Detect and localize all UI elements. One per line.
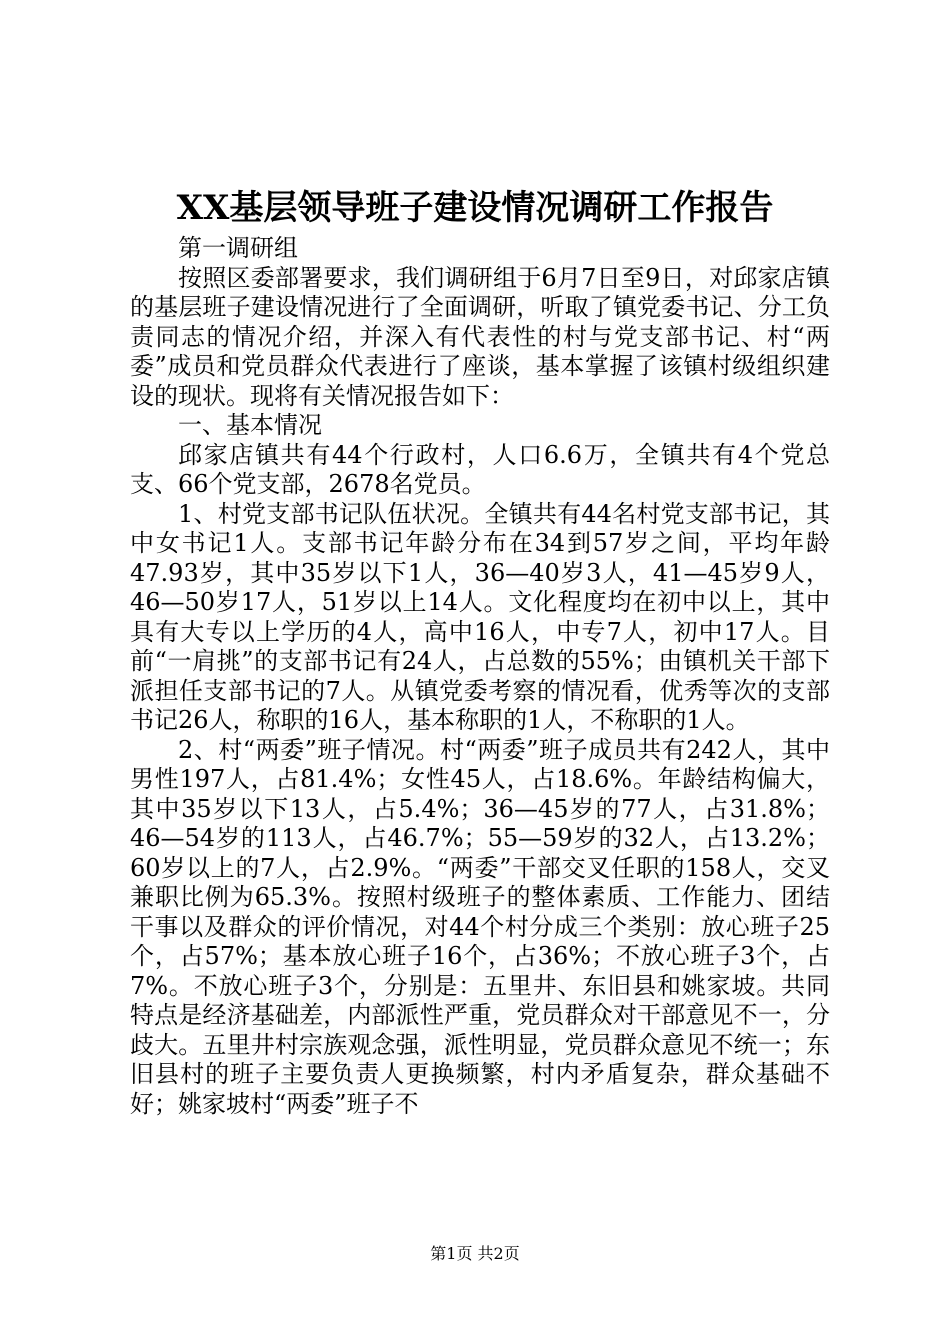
section-heading: 一、基本情况 xyxy=(178,411,322,439)
document-title: XX基层领导班子建设情况调研工作报告 xyxy=(176,188,774,228)
intro-paragraph: 按照区委部署要求，我们调研组于6月7日至9日，对邱家店镇的基层班子建设情况进行了全面调研，听取了镇党委书记、分工负责同志的情况介绍，并深入有代表性的村与党支部书记、村“两委”成员和党员群众代表进行了座谈，基本掌握了该镇村级组织建设的现状。现将有关情况报告如下： xyxy=(130,263,830,410)
overview-paragraph: 邱家店镇共有44个行政村，人口6.6万，全镇共有4个党总支、66个党支部，2678名党员。 xyxy=(130,440,830,498)
page-number: 第1页 共2页 xyxy=(430,1244,520,1263)
document-body xyxy=(130,234,830,1119)
two-committees-paragraph: 2、村“两委”班子情况。村“两委”班子成员共有242人，其中男性197人，占81.4%；女性45人，占18.6%。年龄结构偏大，其中35岁以下13人，占5.4%；36—45岁的77人，占31.8%；46—54岁的113人，占46.7%；55—59岁的32人，占13.2%；60岁以上的7人，占2.9%。“两委”干部交叉任职的158人，交叉兼职比例为65.3%。按照村级班子的整体素质、工作能力、团结干事以及群众的评价情况，对44个村分成三个类别：放心班子25个，占57%；基本放心班子16个，占36%；不放心班子3个，占7%。不放心班子3个，分别是：五里井、东旧县和姚家坡。共同特点是经济基础差，内部派性严重，党员群众对干部意见不一，分歧大。五里井村宗族观念强，派性明显，党员群众意见不统一；东旧县村的班子主要负责人更换频繁，村内矛盾复杂，群众基础不好；姚家坡村“两委”班子不 xyxy=(130,735,830,1118)
secretary-team-paragraph: 1、村党支部书记队伍状况。全镇共有44名村党支部书记，其中女书记1人。支部书记年龄分布在34到57岁之间，平均年龄47.93岁，其中35岁以下1人，36—40岁3人，41—45岁9人，46—50岁17人，51岁以上14人。文化程度均在初中以上，其中具有大专以上学历的4人，高中16人，中专7人，初中17人。目前“一肩挑”的支部书记有24人，占总数的55%；由镇机关干部下派担任支部书记的7人。从镇党委考察的情况看，优秀等次的支部书记26人，称职的16人，基本称职的1人，不称职的1人。 xyxy=(130,499,830,734)
author-line: 第一调研组 xyxy=(178,234,298,262)
